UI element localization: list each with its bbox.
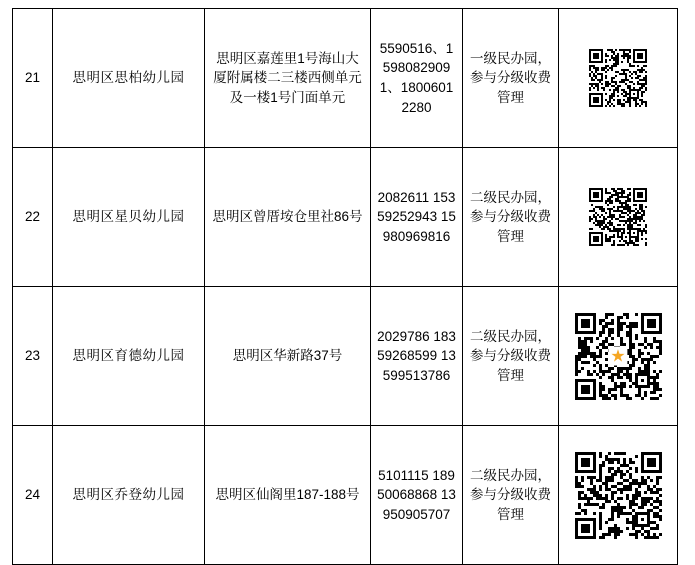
kindergarten-type: 二级民办园，参与分级收费管理 [463, 287, 559, 426]
kindergarten-address: 思明区华新路37号 [205, 287, 371, 426]
table-row [13, 287, 678, 426]
kindergarten-phone: 5590516、15980829091、18006012280 [371, 9, 463, 148]
kindergarten-address: 思明区嘉莲里1号海山大厦附属楼二三楼西侧单元及一楼1号门面单元 [205, 9, 371, 148]
qr-code[interactable] [589, 49, 647, 107]
qr-cell [559, 148, 678, 287]
row-index: 21 [13, 9, 53, 148]
kindergarten-type: 二级民办园，参与分级收费管理 [463, 426, 559, 565]
qr-code[interactable] [589, 188, 647, 246]
row-index: 23 [13, 287, 53, 426]
star-icon: ★ [610, 346, 626, 366]
qr-cell [559, 426, 678, 565]
table-body [13, 9, 678, 565]
kindergarten-name: 思明区育德幼儿园 [53, 287, 205, 426]
kindergarten-phone: 2029786 18359268599 13599513786 [371, 287, 463, 426]
kindergarten-phone: 5101115 18950068868 13950905707 [371, 426, 463, 565]
row-index: 22 [13, 148, 53, 287]
qr-code[interactable] [575, 452, 662, 539]
qr-wrapper [565, 430, 671, 560]
kindergarten-name: 思明区星贝幼儿园 [53, 148, 205, 287]
qr-wrapper [565, 152, 671, 282]
kindergarten-address: 思明区曾厝垵仓里社86号 [205, 148, 371, 287]
kindergarten-type: 二级民办园，参与分级收费管理 [463, 148, 559, 287]
kindergarten-name: 思明区乔登幼儿园 [53, 426, 205, 565]
table-row [13, 148, 678, 287]
qr-wrapper [565, 291, 671, 421]
kindergarten-phone: 2082611 15359252943 15980969816 [371, 148, 463, 287]
qr-cell [559, 9, 678, 148]
kindergarten-name: 思明区思柏幼儿园 [53, 9, 205, 148]
row-index: 24 [13, 426, 53, 565]
kindergarten-table-page [0, 8, 695, 557]
kindergarten-type: 一级民办园，参与分级收费管理 [463, 9, 559, 148]
kindergarten-table [12, 8, 678, 565]
qr-wrapper [565, 13, 671, 143]
table-row [13, 9, 678, 148]
kindergarten-address: 思明区仙阁里187-188号 [205, 426, 371, 565]
qr-cell [559, 287, 678, 426]
qr-code[interactable] [575, 313, 662, 400]
table-row [13, 426, 678, 565]
